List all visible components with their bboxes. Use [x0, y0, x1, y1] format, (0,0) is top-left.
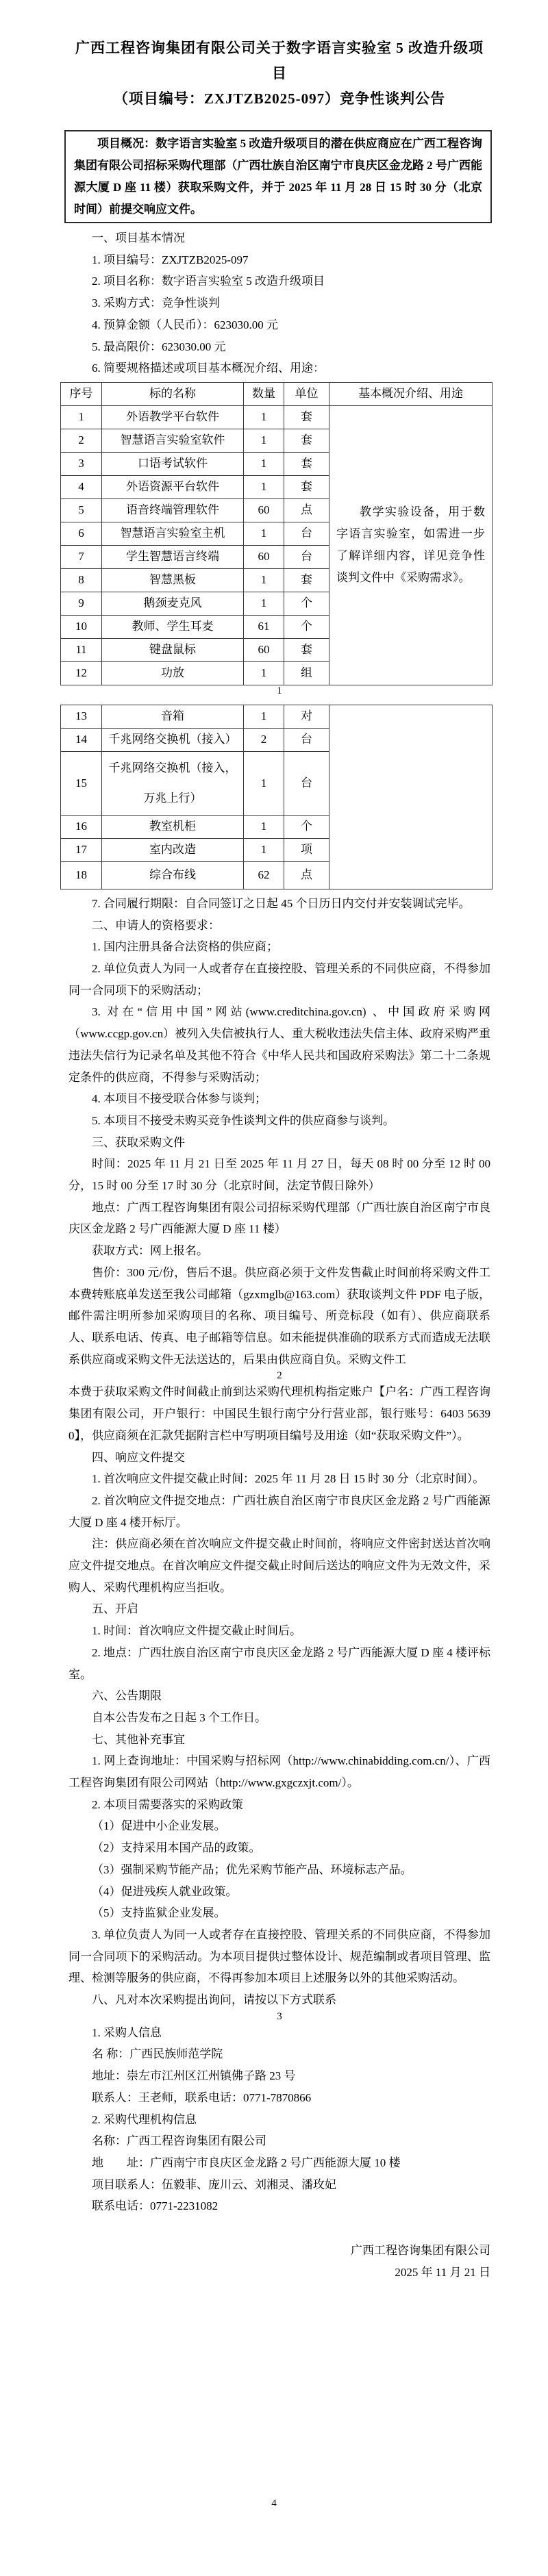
page-number-4: 4: [271, 2498, 277, 2509]
table-row: 7 学生智慧语言终端 60 台: [61, 545, 493, 568]
project-number-line: 1. 项目编号：ZXJTZB2025-097: [92, 253, 249, 266]
online-query-line: 1. 网上查询地址：中国采购与招标网（http://www.chinabidding.com.cn/）、广西工程咨询集团有限公司网站（http://www.gxgczxjt.com/）。: [68, 1754, 490, 1790]
page-number-2: 2: [277, 1370, 282, 1382]
col-header-unit: 单位: [284, 382, 329, 405]
table-row: 3 口语考试软件 1 套: [61, 452, 493, 475]
doc-obtain-time: 时间：2025 年 11 月 21 日至 2025 年 11 月 27 日，每天 08 时 00 分至 12 时 00 分，15 时 00 分至 17 时 30 分（北京时间，法定节假日除外）: [68, 1157, 490, 1193]
table-row: 5 语音终端管理软件 60 点: [61, 498, 493, 522]
agent-info-heading: 2. 采购代理机构信息: [92, 2112, 197, 2126]
submission-place-line: 2. 首次响应文件提交地点：广西壮族自治区南宁市良庆区金龙路 2 号广西能源大厦 D 座 4 楼开标厅。: [68, 1493, 490, 1529]
signature-company: 广西工程咨询集团有限公司: [351, 2244, 490, 2258]
table-row: 12 功放 1 组: [61, 661, 493, 685]
announcement-period-line: 自本公告发布之日起 3 个工作日。: [92, 1710, 266, 1724]
col-header-qty: 数量: [244, 382, 284, 405]
policy-item: （5）支持监狱企业发展。: [92, 1906, 226, 1920]
signature-block: [68, 2240, 490, 2283]
table-row: 18 综合布线 62 点: [61, 861, 493, 889]
section-heading-2: 二、申请人的资格要求：: [92, 918, 220, 932]
agent-phone-line: 联系电话：0771-2231082: [92, 2199, 219, 2213]
supplementary-item: 3. 单位负责人为同一人或者存在直接控股、管理关系的不同供应商，不得参加同一合同项下的采购活动。为本项目提供过整体设计、规范编制或者项目管理、监理、检测等服务的供应商，不得再参加本项目上述服务以外的其他采购活动。: [68, 1928, 490, 1985]
table-header-row: [61, 382, 493, 405]
spec-intro-line: 6. 简要规格描述或项目基本概况介绍、用途：: [92, 362, 325, 375]
page-number-3: 3: [277, 2010, 282, 2022]
doc-obtain-place: 地点：广西工程咨询集团有限公司招标采购代理部（广西壮族自治区南宁市良庆区金龙路 2 号广西能源大厦 D 座 11 楼）: [68, 1200, 490, 1236]
section-heading-4: 四、响应文件提交: [92, 1450, 185, 1464]
col-header-no: 序号: [61, 382, 102, 405]
col-header-intro: 基本概况介绍、用途: [329, 382, 493, 405]
policy-intro-line: 2. 本项目需要落实的采购政策: [92, 1797, 243, 1811]
section-heading-3: 三、获取采购文件: [92, 1135, 185, 1149]
price-ceiling-line: 5. 最高限价：623030.00 元: [92, 340, 226, 353]
doc-price-paragraph-part2: 本费于获取采购文件时间截止前到达采购代理机构指定账户【户名：广西工程咨询集团有限公司，开户银行：中国民生银行南宁分行营业部，银行账号：6403 5639 0】，供应商须在汇款凭据附言栏中写明项目编号及用途（如“获取采购文件”）。: [68, 1385, 490, 1442]
items-table-page2: [60, 705, 493, 889]
procurement-method-line: 3. 采购方式：竞争性谈判: [92, 296, 220, 310]
project-name-line: 2. 项目名称：数字语言实验室 5 改造升级项目: [92, 275, 325, 288]
qualification-item: 2. 单位负责人为同一人或者存在直接控股、管理关系的不同供应商，不得参加同一合同项下的采购活动；: [68, 962, 490, 997]
submission-note: 注：供应商必须在首次响应文件提交截止时间前，将响应文件密封送达首次响应文件提交地点。在首次响应文件提交截止时间后送达的响应文件为无效文件，采购人、采购代理机构应当拒收。: [68, 1537, 490, 1594]
doc-obtain-method: 获取方式：网上报名。: [92, 1244, 208, 1258]
table-note-cell-empty: [329, 705, 493, 889]
table-row: 2 智慧语言实验室软件 1 套: [61, 429, 493, 452]
buyer-address-line: 地址：崇左市江州区江州镇佛子路 23 号: [92, 2069, 296, 2083]
table-row: 10 教师、学生耳麦 61 个: [61, 615, 493, 638]
opening-place-line: 2. 地点：广西壮族自治区南宁市良庆区金龙路 2 号广西能源大厦 D 座 4 楼评标室。: [68, 1645, 490, 1681]
table-row: 11 键盘鼠标 60 套: [61, 638, 493, 661]
agent-contacts-line: 项目联系人：伍毅菲、庞川云、刘湘灵、潘玫妃: [92, 2177, 336, 2191]
section-heading-8: 八、凡对本次采购提出询问，请按以下方式联系: [92, 1993, 336, 2007]
budget-line: 4. 预算金额（人民币）：623030.00 元: [92, 318, 278, 331]
policy-item: （2）支持采用本国产品的政策。: [92, 1841, 261, 1855]
agent-address-line: 地 址：广西南宁市良庆区金龙路 2 号广西能源大厦 10 楼: [92, 2156, 401, 2169]
buyer-contact-line: 联系人：王老师，联系电话：0771-7870866: [92, 2091, 312, 2104]
qualification-item: 4. 本项目不接受联合体参与谈判；: [92, 1092, 266, 1106]
policy-item: （3）强制采购节能产品；优先采购节能产品、环境标志产品。: [92, 1862, 412, 1876]
table-row: 9 鹅颈麦克风 1 个: [61, 592, 493, 615]
signature-date: 2025 年 11 月 21 日: [395, 2265, 490, 2279]
section-heading-5: 五、开启: [92, 1602, 138, 1616]
agent-name-line: 名称：广西工程咨询集团有限公司: [92, 2134, 266, 2148]
doc-title-line2: （项目编号：ZXJTZB2025-097）竞争性谈判公告: [113, 90, 446, 107]
table-row: 4 外语资源平台软件 1 套: [61, 475, 493, 498]
policy-item: （1）促进中小企业发展。: [92, 1819, 226, 1833]
buyer-name-line: 名 称：广西民族师范学院: [92, 2047, 223, 2061]
page-number-1: 1: [277, 685, 282, 696]
section-heading-1: 一、项目基本情况: [92, 231, 185, 244]
table-row: 16 教室机柜 1 个: [61, 815, 493, 838]
table-row: 8 智慧黑板 1 套: [61, 568, 493, 592]
policy-item: （4）促进残疾人就业政策。: [92, 1884, 238, 1898]
submission-deadline-line: 1. 首次响应文件提交截止时间：2025 年 11 月 28 日 15 时 30 分（北京时间）。: [92, 1472, 485, 1486]
table-row: 17 室内改造 1 项: [61, 838, 493, 861]
section-heading-7: 七、其他补充事宜: [92, 1732, 185, 1746]
items-table-page1: [60, 382, 493, 685]
doc-price-paragraph-part1: 售价：300 元/份，售后不退。供应商必须于文件发售截止时间前将采购文件工本费转账底单发送至我公司邮箱（gzxmglb@163.com）获取谈判文件 PDF 电子版，邮件需注明所参加采购项目的名称、项目编号、所竞标段（如有）、供应商联系人、联系电话、传真、电子邮箱等信息。如未能提供准确的联系方式而造成无法联系供应商或采购文件无法送达的，后果由供应商自负。采购文件工: [68, 1265, 490, 1366]
qualification-item: 5. 本项目不接受未购买竞争性谈判文件的供应商参与谈判。: [92, 1113, 395, 1127]
table-row: 13 音箱 1 对: [61, 705, 493, 728]
table-row: 15 千兆网络交换机（接入，万兆上行） 1 台: [61, 751, 493, 815]
buyer-info-heading: 1. 采购人信息: [92, 2025, 162, 2039]
section-heading-6: 六、公告期限: [92, 1689, 162, 1703]
table-row: 1 外语教学平台软件 1 套 教学实验设备，用于数字语言实验室，如需进一步了解详细内容，详见竞争性谈判文件中《采购需求》。: [61, 405, 493, 429]
project-overview-box: 项目概况：数字语言实验室 5 改造升级项目的潜在供应商应在广西工程咨询集团有限公司招标采购代理部（广西壮族自治区南宁市良庆区金龙路 2 号广西能源大厦 D 座 11 楼）获取采购文件，并于 2025 年 11 月 28 日 15 时 30 分（北京时间）前提交响应文件。: [64, 130, 492, 223]
doc-title-line1: 广西工程咨询集团有限公司关于数字语言实验室 5 改造升级项目: [75, 40, 484, 81]
contract-term-line: 7. 合同履行期限：自合同签订之日起 45 个日历日内交付并安装调试完毕。: [92, 896, 471, 910]
table-note-cell: 教学实验设备，用于数字语言实验室，如需进一步了解详细内容，详见竞争性谈判文件中《采购需求》。: [329, 405, 493, 685]
opening-time-line: 1. 时间：首次响应文件提交截止时间后。: [92, 1624, 301, 1638]
table-row: 14 千兆网络交换机（接入） 2 台: [61, 728, 493, 751]
table-row: 6 智慧语言实验室主机 1 台: [61, 522, 493, 545]
qualification-item: 3. 对在“信用中国”网站(www.creditchina.gov.cn) 、中国政府采购网（www.ccgp.gov.cn）被列入失信被执行人、重大税收违法失信主体、政府采购严重违法失信行为记录名单及其他不符合《中华人民共和国政府采购法》第二十二条规定条件的供应商，不得参与采购活动；: [68, 1005, 490, 1084]
col-header-name: 标的名称: [102, 382, 244, 405]
qualification-item: 1. 国内注册具备合法资格的供应商；: [92, 940, 278, 954]
